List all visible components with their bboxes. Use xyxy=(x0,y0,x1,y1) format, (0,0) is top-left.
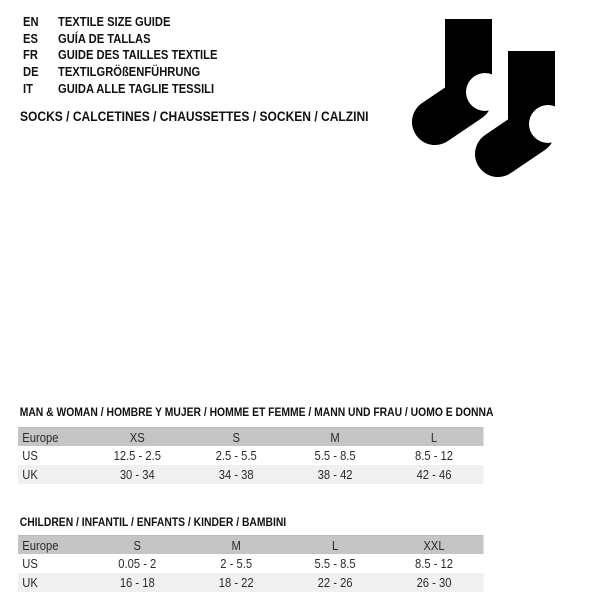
table-header-row xyxy=(18,535,483,554)
size-value: 8.5 - 12 xyxy=(415,556,454,571)
size-value: 8.5 - 12 xyxy=(415,448,454,463)
header-cell-size: L xyxy=(430,429,438,445)
table-children xyxy=(18,516,483,592)
size-value: 5.5 - 8.5 xyxy=(314,556,356,571)
row-label: US xyxy=(22,448,38,463)
language-row-fr xyxy=(23,47,243,64)
row-label: UK xyxy=(22,467,38,482)
header-cell-size: S xyxy=(232,429,240,445)
size-value: 2.5 - 5.5 xyxy=(215,448,257,463)
language-row-de xyxy=(23,63,243,80)
language-row-it xyxy=(23,80,243,97)
header-cell-size: XS xyxy=(129,429,145,445)
language-code: FR xyxy=(23,47,38,63)
table-man-woman xyxy=(18,405,494,484)
language-code: DE xyxy=(23,64,39,80)
socks-icon xyxy=(395,10,570,195)
row-label: US xyxy=(22,556,38,571)
language-row-en xyxy=(23,13,243,30)
row-label: UK xyxy=(22,575,38,590)
size-value: 18 - 22 xyxy=(218,575,254,590)
header-cell-size: L xyxy=(331,537,339,553)
size-value: 42 - 46 xyxy=(416,467,452,482)
size-value: 38 - 42 xyxy=(317,467,353,482)
size-value: 30 - 34 xyxy=(119,467,155,482)
size-value: 16 - 18 xyxy=(119,575,155,590)
header-cell-region: Europe xyxy=(22,537,59,553)
language-label: GUIDE DES TAILLES TEXTILE xyxy=(58,47,218,63)
category-title: SOCKS / CALCETINES / CHAUSSETTES / SOCKEN / CALZINI xyxy=(20,108,369,124)
language-label: TEXTILGRÖßENFÜHRUNG xyxy=(58,64,201,80)
size-value: 34 - 38 xyxy=(218,467,254,482)
header-cell-size: XXL xyxy=(423,537,445,553)
size-value: 2 - 5.5 xyxy=(220,556,253,571)
size-value: 26 - 30 xyxy=(416,575,452,590)
language-code: EN xyxy=(23,13,39,29)
size-value: 22 - 26 xyxy=(317,575,353,590)
table-row-uk xyxy=(18,465,483,484)
header-cell-region: Europe xyxy=(22,429,59,445)
table-header-row xyxy=(18,427,483,446)
language-label: GUIDA ALLE TAGLIE TESSILI xyxy=(58,81,215,97)
header-cell-size: M xyxy=(330,429,340,445)
language-row-es xyxy=(23,30,243,47)
table-row-us xyxy=(18,446,483,465)
header-cell-size: M xyxy=(231,537,241,553)
size-value: 0.05 - 2 xyxy=(118,556,157,571)
table-title: MAN & WOMAN / HOMBRE Y MUJER / HOMME ET FEMME / MANN UND FRAU / UOMO E DONNA xyxy=(19,405,494,419)
language-code: IT xyxy=(23,81,33,97)
table-row-us xyxy=(18,554,483,573)
table-title: CHILDREN / INFANTIL / ENFANTS / KINDER / BAMBINI xyxy=(19,515,287,529)
language-list xyxy=(23,13,243,97)
header-cell-size: S xyxy=(133,537,142,553)
language-label: GUÍA DE TALLAS xyxy=(58,30,151,46)
table-row-uk xyxy=(18,573,483,592)
size-value: 5.5 - 8.5 xyxy=(314,448,356,463)
size-value: 12.5 - 2.5 xyxy=(113,448,161,463)
language-label: TEXTILE SIZE GUIDE xyxy=(58,13,171,29)
language-code: ES xyxy=(23,30,38,46)
